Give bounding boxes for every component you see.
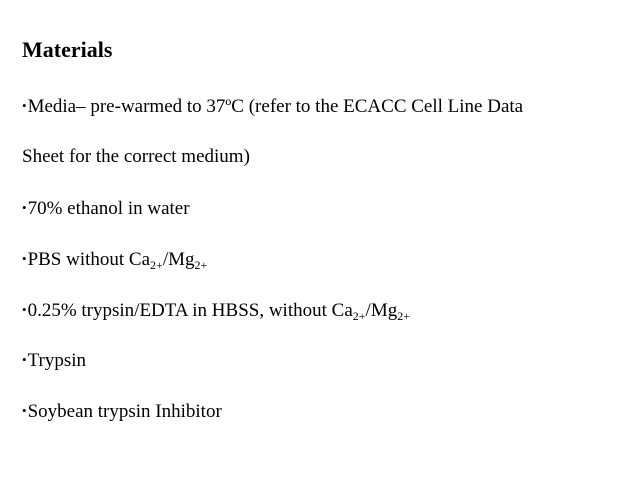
slide-title: Materials [22,37,113,62]
trypsin-edta-subscript-ca: 2+ [352,309,366,323]
pbs-text: PBS without Ca [27,249,151,270]
bullet-icon: • [22,251,27,266]
list-item-ethanol [22,196,190,221]
trypsin-edta-subscript-mg: 2+ [397,309,411,323]
trypsin-edta-text: 0.25% trypsin/EDTA in HBSS, without Ca [27,300,353,321]
list-item-media-continued [22,145,250,169]
bullet-icon: • [22,200,27,215]
media-text-continued: Sheet for the correct medium) [22,146,250,167]
list-item-trypsin-edta [22,298,410,323]
trypsin-edta-text-mg: /Mg [365,300,398,321]
bullet-icon: • [22,98,27,113]
list-item-inhibitor [22,399,222,424]
bullet-icon: • [22,403,27,418]
trypsin-text: Trypsin [27,350,87,371]
media-text: Media– pre-warmed to 37ºC (refer to the ECACC Cell Line Data [27,96,524,117]
bullet-icon: • [22,352,27,367]
ethanol-text: 70% ethanol in water [27,198,190,219]
list-item-media [22,94,523,119]
list-item-trypsin [22,348,86,373]
pbs-subscript-ca: 2+ [150,258,163,272]
pbs-subscript-mg: 2+ [194,258,208,272]
inhibitor-text: Soybean trypsin Inhibitor [27,401,222,422]
bullet-icon: • [22,302,27,317]
list-item-pbs [22,247,207,272]
pbs-text-mg: /Mg [162,249,195,270]
